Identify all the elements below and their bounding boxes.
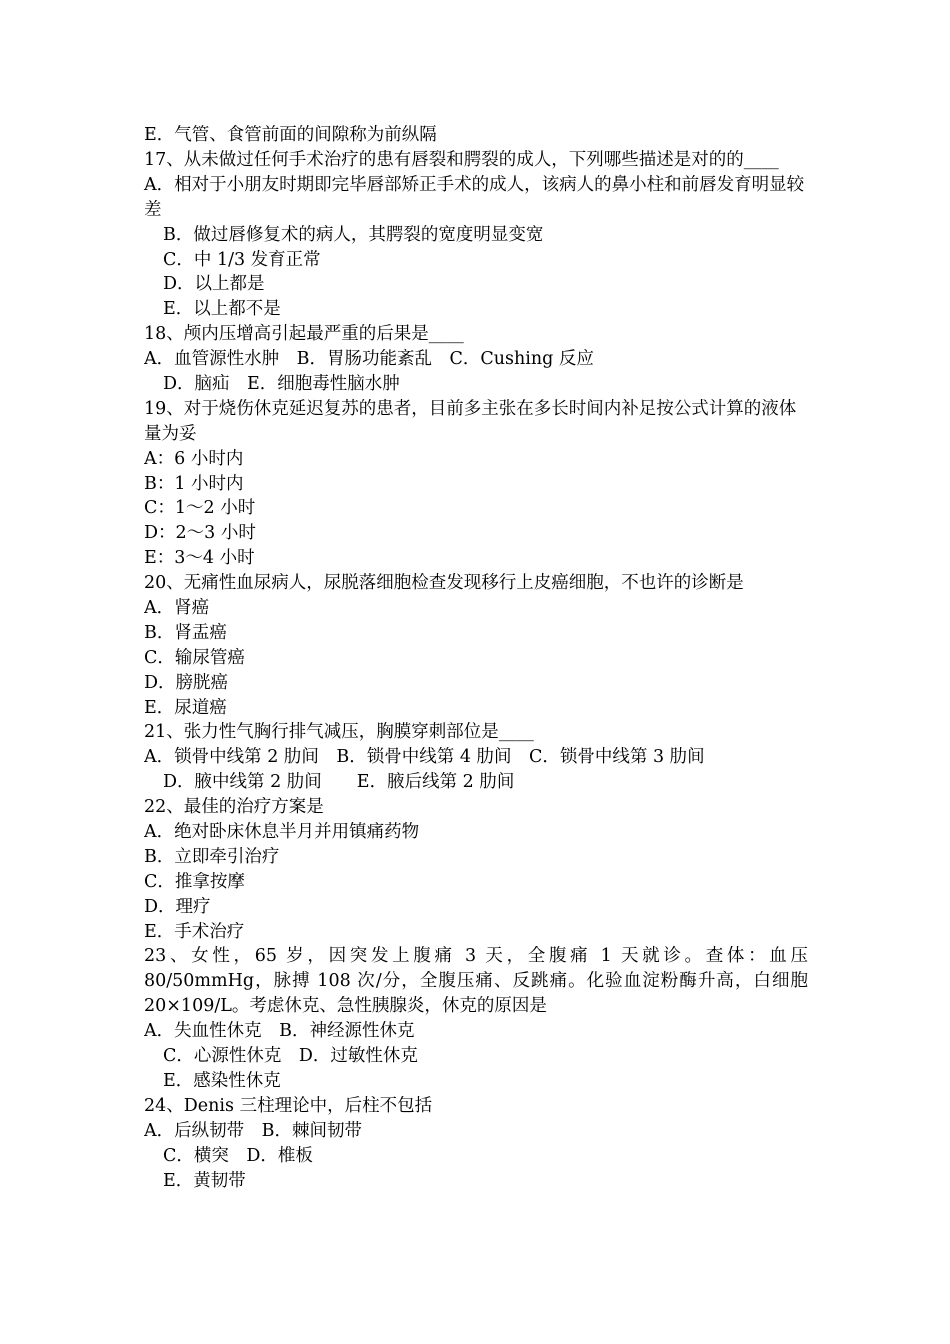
option-line: C．横突 D．椎板 xyxy=(163,1145,313,1166)
option-line: D．脑疝 E．细胞毒性脑水肿 xyxy=(163,373,400,394)
question-18: 18、颅内压增高引起最严重的后果是____ xyxy=(144,324,464,345)
option-line: B．做过唇修复术的病人，其腭裂的宽度明显变宽 xyxy=(163,224,544,245)
option-line: A．后纵韧带 B．棘间韧带 xyxy=(144,1120,362,1141)
option-line: E．尿道癌 xyxy=(144,697,227,718)
option-line: B．立即牵引治疗 xyxy=(144,846,280,867)
question-23: 23、女性，65 岁，因突发上腹痛 3 天，全腹痛 1 天就诊。查体：血压 80/50mmHg，脉搏 108 次/分，全腹压痛、反跳痛。化验血淀粉酶升高，白细胞 20×109/L。考虑休克、急性胰腺炎，休克的原因是 xyxy=(144,946,808,1017)
option-line: B．肾盂癌 xyxy=(144,622,227,643)
option-line: D．理疗 xyxy=(144,896,211,917)
option-line: D．腋中线第 2 肋间 E．腋后线第 2 肋间 xyxy=(163,772,515,793)
question-24: 24、Denis 三柱理论中，后柱不包括 xyxy=(144,1095,433,1116)
option-line: E：3～4 小时 xyxy=(144,548,255,569)
option-line: C．输尿管癌 xyxy=(144,647,245,668)
option-line: E．黄韧带 xyxy=(163,1170,246,1191)
question-22: 22、最佳的治疗方案是 xyxy=(144,797,324,818)
option-line: E．感染性休克 xyxy=(163,1070,281,1091)
question-19: 19、对于烧伤休克延迟复苏的患者，目前多主张在多长时间内补足按公式计算的液体量为妥 xyxy=(144,398,797,444)
option-line: C：1～2 小时 xyxy=(144,498,256,519)
page-content xyxy=(144,123,808,1193)
option-line: A．绝对卧床休息半月并用镇痛药物 xyxy=(144,822,420,843)
option-line: A．肾癌 xyxy=(144,598,210,618)
option-line: E．以上都不是 xyxy=(163,299,281,320)
option-line: D．膀胱癌 xyxy=(144,672,229,693)
option-line: A．锁骨中线第 2 肋间 B．锁骨中线第 4 肋间 C．锁骨中线第 3 肋间 xyxy=(144,747,705,768)
option-line: A：6 小时内 xyxy=(144,448,244,469)
option-line: B：1 小时内 xyxy=(144,473,244,494)
option-line: D：2～3 小时 xyxy=(144,523,256,544)
question-17: 17、从未做过任何手术治疗的患有唇裂和腭裂的成人，下列哪些描述是对的的____ xyxy=(144,149,779,170)
option-line: A．失血性休克 B．神经源性休克 xyxy=(144,1021,415,1042)
option-line: C．中 1/3 发育正常 xyxy=(163,249,321,270)
option-line: E．气管、食管前面的间隙称为前纵隔 xyxy=(144,125,437,145)
option-line: D．以上都是 xyxy=(163,274,265,295)
question-20: 20、无痛性血尿病人，尿脱落细胞检查发现移行上皮癌细胞，不也许的诊断是 xyxy=(144,573,744,594)
option-line: C．心源性休克 D．过敏性休克 xyxy=(163,1046,418,1067)
option-line: A．相对于小朋友时期即完毕唇部矫正手术的成人，该病人的鼻小柱和前唇发育明显较差 xyxy=(144,174,805,220)
option-line: E．手术治疗 xyxy=(144,921,245,942)
option-line: C．推拿按摩 xyxy=(144,871,245,892)
option-line: A．血管源性水肿 B．胃肠功能紊乱 C．Cushing 反应 xyxy=(144,349,594,370)
question-21: 21、张力性气胸行排气减压，胸膜穿刺部位是____ xyxy=(144,722,534,743)
